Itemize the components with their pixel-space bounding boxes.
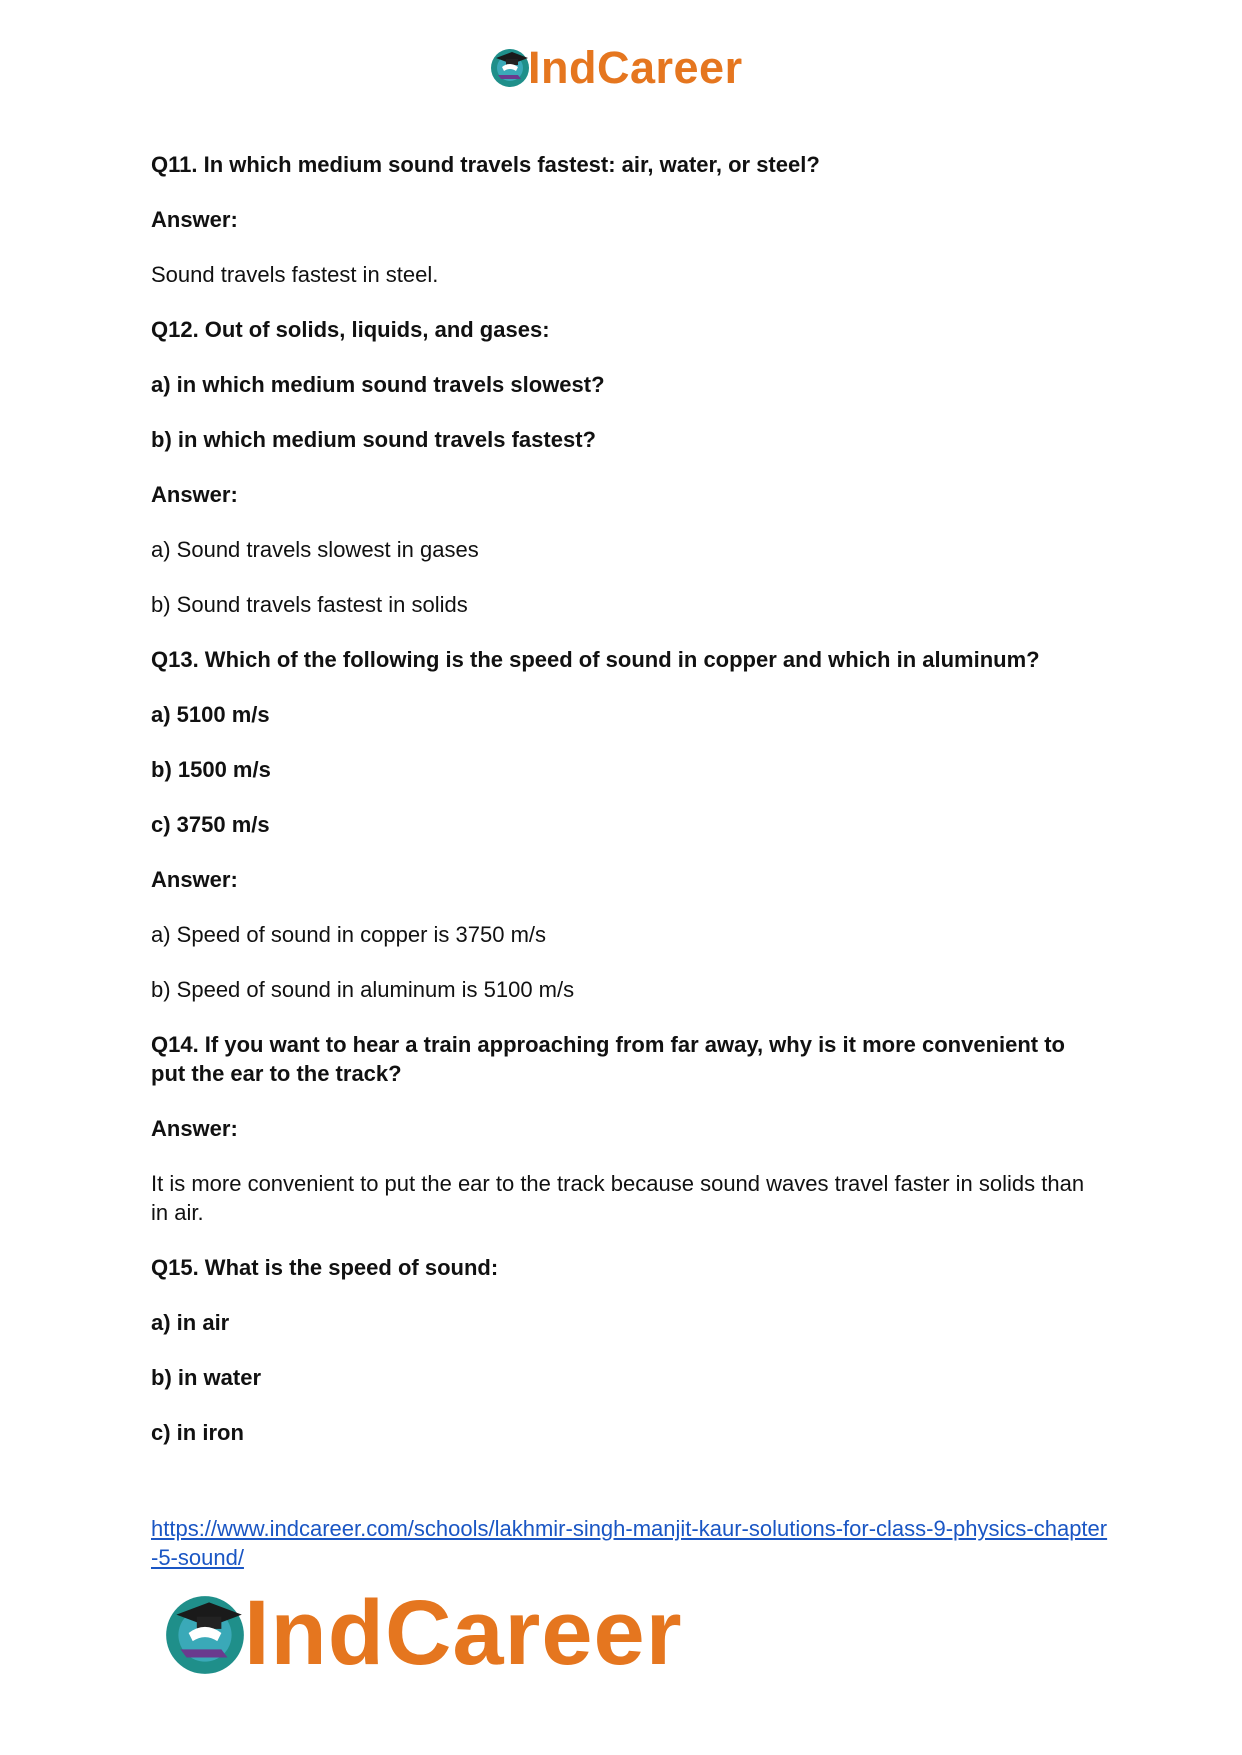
answer-text: b) Speed of sound in aluminum is 5100 m/s [151, 977, 575, 1002]
footer-logo [160, 1582, 683, 1684]
header-logo-text: IndCareer [528, 41, 743, 93]
option-text: a) in which medium sound travels slowest? [151, 372, 605, 397]
option-text: a) 5100 m/s [151, 702, 270, 727]
option-text: c) 3750 m/s [151, 812, 270, 837]
header-logo [488, 42, 743, 92]
option-text: a) in air [151, 1310, 230, 1335]
option-text: b) in which medium sound travels fastest? [151, 427, 596, 452]
question-text: Q14. If you want to hear a train approaching from far away, why is it more convenient to put the ear to the track? [151, 1032, 1065, 1086]
answer-label: Answer: [151, 482, 238, 507]
option-text: c) in iron [151, 1420, 244, 1445]
answer-label: Answer: [151, 867, 238, 892]
question-text: Q15. What is the speed of sound: [151, 1255, 499, 1280]
answer-text: a) Speed of sound in copper is 3750 m/s [151, 922, 547, 947]
question-text: Q12. Out of solids, liquids, and gases: [151, 317, 550, 342]
option-text: b) in water [151, 1365, 262, 1390]
option-text: b) 1500 m/s [151, 757, 271, 782]
question-text: Q11. In which medium sound travels fastest: air, water, or steel? [151, 152, 820, 177]
graduation-globe-icon [160, 1588, 250, 1678]
footer-logo-text: IndCareer [244, 1582, 683, 1684]
answer-text: b) Sound travels fastest in solids [151, 592, 468, 617]
answer-text: It is more convenient to put the ear to the track because sound waves travel faster in solids than in air. [151, 1171, 1085, 1225]
source-link[interactable]: https://www.indcareer.com/schools/lakhmir-singh-manjit-kaur-solutions-for-class-9-physics-chapter-5-sound/ [151, 1516, 1108, 1570]
answer-label: Answer: [151, 207, 238, 232]
graduation-globe-icon [488, 45, 532, 89]
document-body [151, 150, 1091, 1473]
answer-text: a) Sound travels slowest in gases [151, 537, 479, 562]
answer-label: Answer: [151, 1116, 238, 1141]
answer-text: Sound travels fastest in steel. [151, 262, 439, 287]
question-text: Q13. Which of the following is the speed of sound in copper and which in aluminum? [151, 647, 1040, 672]
